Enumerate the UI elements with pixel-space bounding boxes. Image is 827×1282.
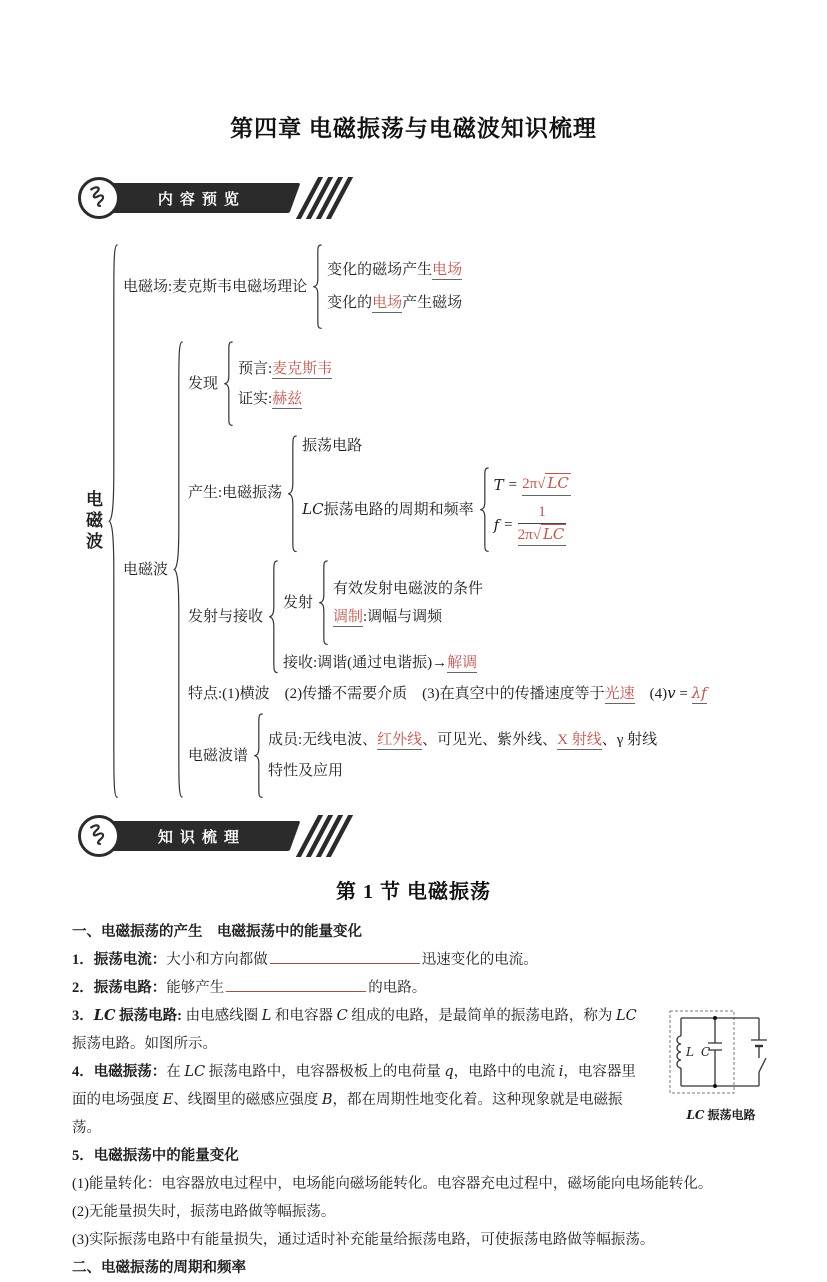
key-term: X 射线 (557, 732, 602, 749)
text-segment: 、可见光、紫外线、 (422, 732, 558, 749)
section-body (72, 918, 781, 1282)
brace-icon (108, 245, 118, 797)
item-5-sub-1: (1)能量转化：电容器放电过程中，电场能向磁场能转化。电容器充电过程中，磁场能向电场能转化。 (72, 1176, 713, 1193)
lc-circuit-drawing (667, 1006, 775, 1100)
math-var: v (667, 683, 676, 702)
brace-icon (287, 436, 297, 552)
key-term: LC (93, 1007, 116, 1025)
formula-column (494, 473, 571, 546)
text-segment: 变化的磁场产生 (327, 262, 433, 279)
item-2 (72, 974, 781, 1002)
text-segment: (4) (634, 685, 668, 702)
brace-icon (173, 342, 183, 797)
formula-period (494, 473, 571, 496)
fill-in-blank (270, 949, 420, 964)
text-segment: 振荡电路的周期和频率 (323, 501, 474, 518)
text-segment: 证实: (237, 390, 273, 407)
key-term: 光速 (604, 685, 635, 702)
concept-map (80, 245, 827, 797)
branch-send-children (333, 579, 483, 628)
key-term: 麦克斯韦 (272, 360, 333, 377)
radicand: LC (542, 524, 565, 543)
field-line-2 (327, 293, 462, 313)
text-segment: :调幅与调频 (363, 608, 443, 625)
math-var: f (493, 516, 500, 535)
text-segment: 接收:调谐(通过电谐振)→ (282, 654, 448, 671)
item-5-sub-2: (2)无能量损失时，振荡电路做等幅振荡。 (72, 1204, 336, 1221)
text-segment: 的电路。 (368, 980, 427, 997)
branch-produce (188, 436, 707, 552)
numerator: 1 (538, 504, 546, 521)
scroll-logo-icon (86, 183, 112, 214)
math-var: LC (615, 1008, 637, 1025)
branch-discover-children (238, 359, 332, 410)
radicand: LC (547, 474, 569, 493)
math-var: i (558, 1064, 564, 1081)
brand-icon (78, 815, 120, 857)
key-term: 调制 (332, 608, 363, 625)
banner-bar (100, 183, 301, 213)
text-segment: 、线圈里的磁感应强度 (173, 1092, 322, 1109)
text-segment: 能够产生 (166, 980, 225, 997)
lc-circuit-figure (661, 1006, 781, 1129)
branch-produce-children (302, 436, 571, 552)
text-segment: 迅速变化的电流。 (421, 952, 538, 969)
svg-text:C: C (701, 1045, 711, 1060)
brand-icon (78, 177, 120, 219)
text-segment: 产生磁场 (402, 294, 463, 311)
text-segment: 成员:无线电波、 (267, 732, 378, 749)
branch-spectrum (188, 714, 707, 797)
text-segment: 大小和方向都做 (166, 952, 268, 969)
branch-send (283, 561, 483, 644)
branch-wave-label: 电磁波 (122, 561, 168, 578)
branch-wave-children (188, 342, 707, 797)
features-line (188, 683, 707, 704)
math-var: LC (184, 1064, 206, 1081)
text-segment: 振荡电路。如图所示。 (72, 1036, 217, 1053)
equals-sign: = (508, 476, 518, 493)
field-line-1 (327, 260, 462, 280)
text-segment: ，电路中的电流 (453, 1064, 559, 1081)
text-segment: ，都在周期性地变化着。这种现象就是电磁振荡。 (72, 1092, 623, 1137)
send-line-1: 有效发射电磁波的条件 (332, 580, 483, 597)
key-term: 红外线 (377, 732, 423, 749)
figure-caption (661, 1101, 781, 1129)
spectrum-line-2: 特性及应用 (267, 762, 343, 779)
math-var: B (321, 1092, 333, 1109)
text-segment: 、γ 射线 (601, 732, 658, 749)
item-number: 1． (72, 952, 94, 969)
item-number: 4． (72, 1064, 94, 1081)
item-1 (72, 946, 781, 974)
math-var: L (261, 1008, 272, 1025)
brace-icon (479, 468, 489, 551)
text-segment: 振荡电路 (704, 1108, 756, 1123)
heading-1: 一、电磁振荡的产生 电磁振荡中的能量变化 (72, 924, 362, 941)
math-var: E (162, 1092, 174, 1109)
key-term: 电场 (432, 262, 463, 279)
formula-value (522, 473, 571, 496)
math-var: LC (686, 1108, 705, 1123)
formula-value (518, 504, 567, 546)
branch-produce-label: 产生:电磁振荡 (187, 485, 283, 502)
banner-label: 知识梳理 (157, 828, 246, 846)
text-segment: 特点:(1)横波 (2)传播不需要介质 (3)在真空中的传播速度等于 (187, 685, 605, 702)
brace-icon (318, 561, 328, 644)
text-segment: 2π√ (517, 526, 541, 543)
math-var: q (444, 1064, 454, 1081)
map-root-row (80, 245, 827, 797)
text-segment: 预言: (237, 360, 273, 377)
send-line-2 (333, 607, 483, 627)
branch-send-label: 发射 (282, 594, 313, 611)
brace-icon (268, 561, 278, 673)
formula-frequency (494, 504, 571, 546)
key-term: 振荡电路： (93, 980, 167, 997)
key-term: 振荡电路: (115, 1008, 182, 1025)
produce-line-1: 振荡电路 (302, 437, 363, 454)
brace-icon (223, 342, 233, 425)
fraction (518, 504, 567, 544)
equals-sign: = (504, 517, 513, 534)
math-var: C (336, 1008, 348, 1025)
branch-field (123, 245, 707, 328)
heading-2: 二、电磁振荡的周期和频率 (72, 1260, 246, 1277)
key-term: 电磁振荡： (93, 1064, 167, 1081)
key-term: 电磁振荡中的能量变化 (93, 1148, 239, 1165)
item-5 (72, 1142, 781, 1170)
banner-stripes-decor (307, 177, 342, 219)
branch-spectrum-label: 电磁波谱 (187, 747, 248, 764)
banner-label: 内容预览 (157, 190, 246, 208)
branch-transmit (188, 561, 707, 673)
key-term: 解调 (447, 654, 478, 671)
text-segment: 振荡电路中，电容器极板上的电荷量 (205, 1064, 445, 1081)
banner-stripes-decor (307, 815, 342, 857)
branch-transmit-children (283, 561, 483, 673)
text-segment: 和电容器 (271, 1008, 337, 1025)
key-term: 振荡电流： (93, 952, 167, 969)
section-title: 第 1 节 电磁振荡 (336, 881, 491, 904)
banner-content-preview (78, 175, 827, 221)
item-number: 3． (72, 1008, 94, 1025)
scroll-logo-icon (86, 821, 112, 852)
branch-discover-label: 发现 (187, 375, 218, 392)
branch-discover (188, 342, 707, 425)
text-segment: 组成的电路，是最简单的振荡电路，称为 (347, 1008, 616, 1025)
banner-knowledge (78, 813, 827, 859)
fill-in-blank (226, 977, 366, 992)
brace-icon (312, 245, 322, 328)
branch-period-frequency (302, 468, 571, 551)
discover-line-2 (238, 389, 332, 409)
branch-spectrum-children (268, 730, 657, 781)
branch-field-label: 电磁场:麦克斯韦电磁场理论 (122, 278, 308, 295)
receive-line (283, 653, 483, 673)
item-number: 2． (72, 980, 94, 997)
key-term: λf (691, 683, 707, 702)
text-segment: 在 (166, 1064, 185, 1081)
text-segment: 由电感线圈 (181, 1008, 262, 1025)
page-title: 第四章 电磁振荡与电磁波知识梳理 (230, 116, 597, 141)
branch-wave (123, 342, 707, 797)
spectrum-members-line (268, 730, 657, 750)
text-segment: 2π√ (522, 476, 546, 493)
key-term: 赫兹 (272, 390, 303, 407)
denominator (518, 526, 567, 544)
svg-text:L: L (686, 1045, 694, 1060)
item-number: 5． (72, 1148, 94, 1165)
discover-line-1 (238, 359, 332, 379)
branch-transmit-label: 发射与接收 (187, 608, 263, 625)
text-segment: ，电容器里面的电场强度 (72, 1064, 636, 1109)
map-root-label: 电磁波 (82, 489, 102, 553)
map-root-children (123, 245, 707, 797)
branch-field-children (327, 260, 462, 313)
text-segment: 变化的 (327, 294, 373, 311)
math-var: LC (302, 499, 324, 518)
brace-icon (253, 714, 263, 797)
equals-sign: = (675, 685, 692, 702)
banner-bar (100, 821, 301, 851)
key-term: 电场 (372, 294, 403, 311)
period-frequency-label (302, 499, 473, 520)
item-5-sub-3: (3)实际振荡电路中有能量损失，通过适时补充能量给振荡电路，可使振荡电路做等幅振荡。 (72, 1232, 655, 1249)
math-var: T (493, 475, 504, 494)
